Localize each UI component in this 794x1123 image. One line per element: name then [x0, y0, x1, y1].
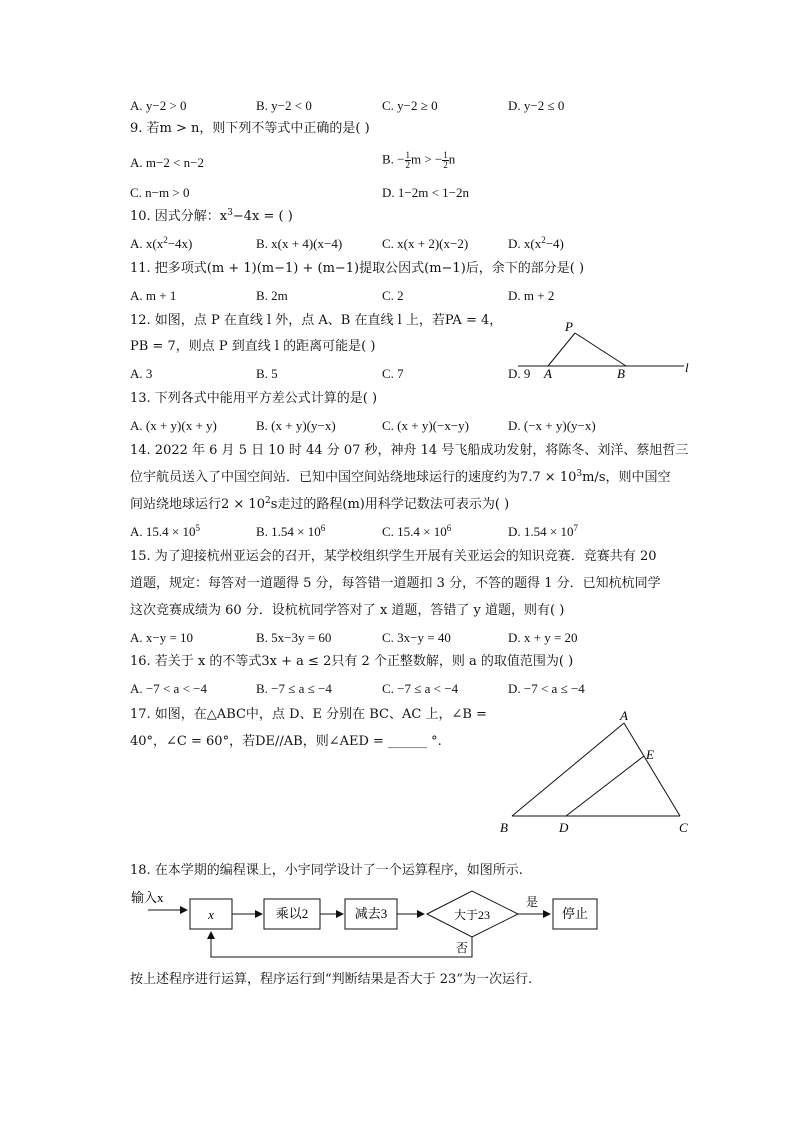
q14-line3: 间站绕地球运行$2 \times 10^2s$走过的路程(m)用科学记数法可表示为( ): [130, 496, 510, 512]
q16-option-d: D. −7 < a ≤ −4: [508, 681, 585, 696]
q15-option-b: B. 5x−3y = 60: [256, 630, 332, 645]
q18-flowchart: [131, 890, 597, 957]
label-E: E: [646, 747, 654, 762]
q11-option-b: B. 2m: [256, 288, 288, 303]
q10-option-b: B. x(x + 4)(x−4): [256, 236, 343, 251]
q15-option-c: C. 3x−y = 40: [382, 630, 451, 645]
label-b: B: [617, 366, 625, 381]
q17-line1: 17. 如图，在△ABC中，点 D、E 分别在 BC、AC 上，∠B =: [130, 707, 487, 722]
label-l: l: [685, 360, 689, 375]
q12-line2: PB = 7，则点 P 到直线 l 的距离可能是( ): [130, 339, 376, 354]
q11-stem: 11. 把多项式(m + 1)(m−1) + (m−1)提取公因式(m−1)后，余下的部分是( ): [130, 261, 585, 276]
q10-option-d: D. $x(x^2-4)$: [508, 235, 564, 251]
q14-option-a: A. $15.4 \times 10^5$: [130, 523, 200, 539]
q11-option-c: C. 2: [382, 288, 404, 303]
flow-box-x-label: x: [208, 907, 214, 922]
q16-option-c: C. −7 ≤ a < −4: [382, 681, 459, 696]
q15-line2: 道题，规定：每答对一道题得 5 分，每答错一道题扣 3 分，不答的题得 1 分．已知杭杭同学: [130, 576, 661, 591]
q10-option-c: C. x(x + 2)(x−2): [382, 236, 469, 251]
q11-option-a: A. m + 1: [130, 288, 177, 303]
q13-stem: 13. 下列各式中能用平方差公式计算的是( ): [130, 391, 378, 406]
flow-no-label: 否: [456, 941, 469, 955]
flow-box-stop-label: 停止: [561, 906, 589, 921]
q13-option-a: A. (x + y)(x + y): [130, 418, 217, 433]
q12-option-a: A. 3: [130, 366, 153, 381]
q8-option-d: D. y−2 ≤ 0: [508, 98, 565, 113]
q18-stem: 18. 在本学期的编程课上，小宇同学设计了一个运算程序，如图所示.: [130, 863, 523, 878]
q8-option-b: B. y−2 < 0: [256, 98, 312, 113]
q12-option-d: D. 9: [508, 366, 531, 381]
q9-option-b: B. − $\frac{1}{2}$ m > − $\frac{1}{2}$ n: [382, 150, 456, 170]
segment-ac: [624, 723, 680, 816]
q10-stem: 10. 因式分解：$x^3-4x$ = ( ): [130, 208, 293, 224]
q12-option-b: B. 5: [256, 366, 278, 381]
flow-decision-label: 大于23: [453, 908, 491, 922]
q8-option-c: C. y−2 ≥ 0: [382, 98, 438, 113]
label-D: D: [559, 820, 569, 835]
flow-yes-label: 是: [526, 895, 539, 909]
q15-line1: 15. 为了迎接杭州亚运会的召开，某学校组织学生开展有关亚运会的知识竞赛．竞赛共有 20: [130, 549, 657, 564]
flow-box-subtract-label: 减去3: [354, 906, 388, 921]
q11-option-d: D. m + 2: [508, 288, 555, 303]
q13-option-d: D. (−x + y)(y−x): [508, 418, 596, 433]
q9-stem: 9. 若m > n，则下列不等式中正确的是( ): [130, 121, 370, 136]
q9-option-d: D. 1−2m < 1−2n: [382, 185, 469, 200]
q16-stem: 16. 若关于 x 的不等式3x + a ≤ 2只有 2 个正整数解，则 a 的取值范围为( ): [130, 654, 574, 669]
q8-option-a: A. y−2 > 0: [130, 98, 187, 113]
flow-box-multiply-label: 乘以2: [275, 906, 309, 921]
label-C: C: [679, 820, 688, 835]
label-p: P: [565, 319, 573, 334]
q10-option-a: A. $x(x^2-4x)$: [130, 235, 193, 251]
label-a: A: [544, 366, 552, 381]
flow-arrow-no-loop: [211, 932, 472, 957]
flow-input-label: 输入x: [131, 890, 164, 905]
q15-option-a: A. x−y = 10: [130, 630, 194, 645]
q12-figure: [518, 319, 689, 381]
segment-pb: [575, 333, 626, 366]
q18-after: 按上述程序进行运算，程序运行到“判断结果是否大于 23”为一次运行.: [130, 972, 533, 987]
q9-option-a: A. m−2 < n−2: [130, 155, 204, 170]
q17-figure: [500, 708, 688, 835]
segment-de: [566, 756, 644, 816]
q13-option-c: C. (x + y)(−x−y): [382, 418, 469, 433]
q15-option-d: D. x + y = 20: [508, 630, 578, 645]
q14-option-c: C. $15.4 \times 10^6$: [382, 523, 452, 539]
label-A: A: [620, 708, 628, 723]
q16-option-b: B. −7 ≤ a ≤ −4: [256, 681, 332, 696]
q16-option-a: A. −7 < a < −4: [130, 681, 207, 696]
q12-option-c: C. 7: [382, 366, 404, 381]
q14-option-d: D. $1.54 \times 10^7$: [508, 523, 578, 539]
q14-line1: 14. 2022 年 6 月 5 日 10 时 44 分 07 秒，神舟 14 号飞船成功发射，将陈冬、刘洋、蔡旭哲三: [130, 443, 689, 458]
segment-pa: [548, 333, 575, 366]
q12-line1: 12. 如图，点 P 在直线 l 外，点 A、B 在直线 l 上，若PA = 4，: [130, 313, 503, 328]
q15-line3: 这次竞赛成绩为 60 分．设杭杭同学答对了 x 道题，答错了 y 道题，则有( ): [130, 603, 565, 618]
q9-option-c: C. n−m > 0: [130, 185, 190, 200]
segment-ab: [512, 723, 624, 816]
q14-line2: 位宇航员送入了中国空间站．已知中国空间站绕地球运行的速度约为$7.7 \times 10^3m/s$，则中国空: [130, 469, 671, 485]
q14-option-b: B. $1.54 \times 10^6$: [256, 523, 326, 539]
q13-option-b: B. (x + y)(y−x): [256, 418, 336, 433]
label-B: B: [500, 820, 508, 835]
q17-line2: 40°，∠C = 60°，若DE//AB，则∠AED = ______ °.: [130, 734, 442, 749]
